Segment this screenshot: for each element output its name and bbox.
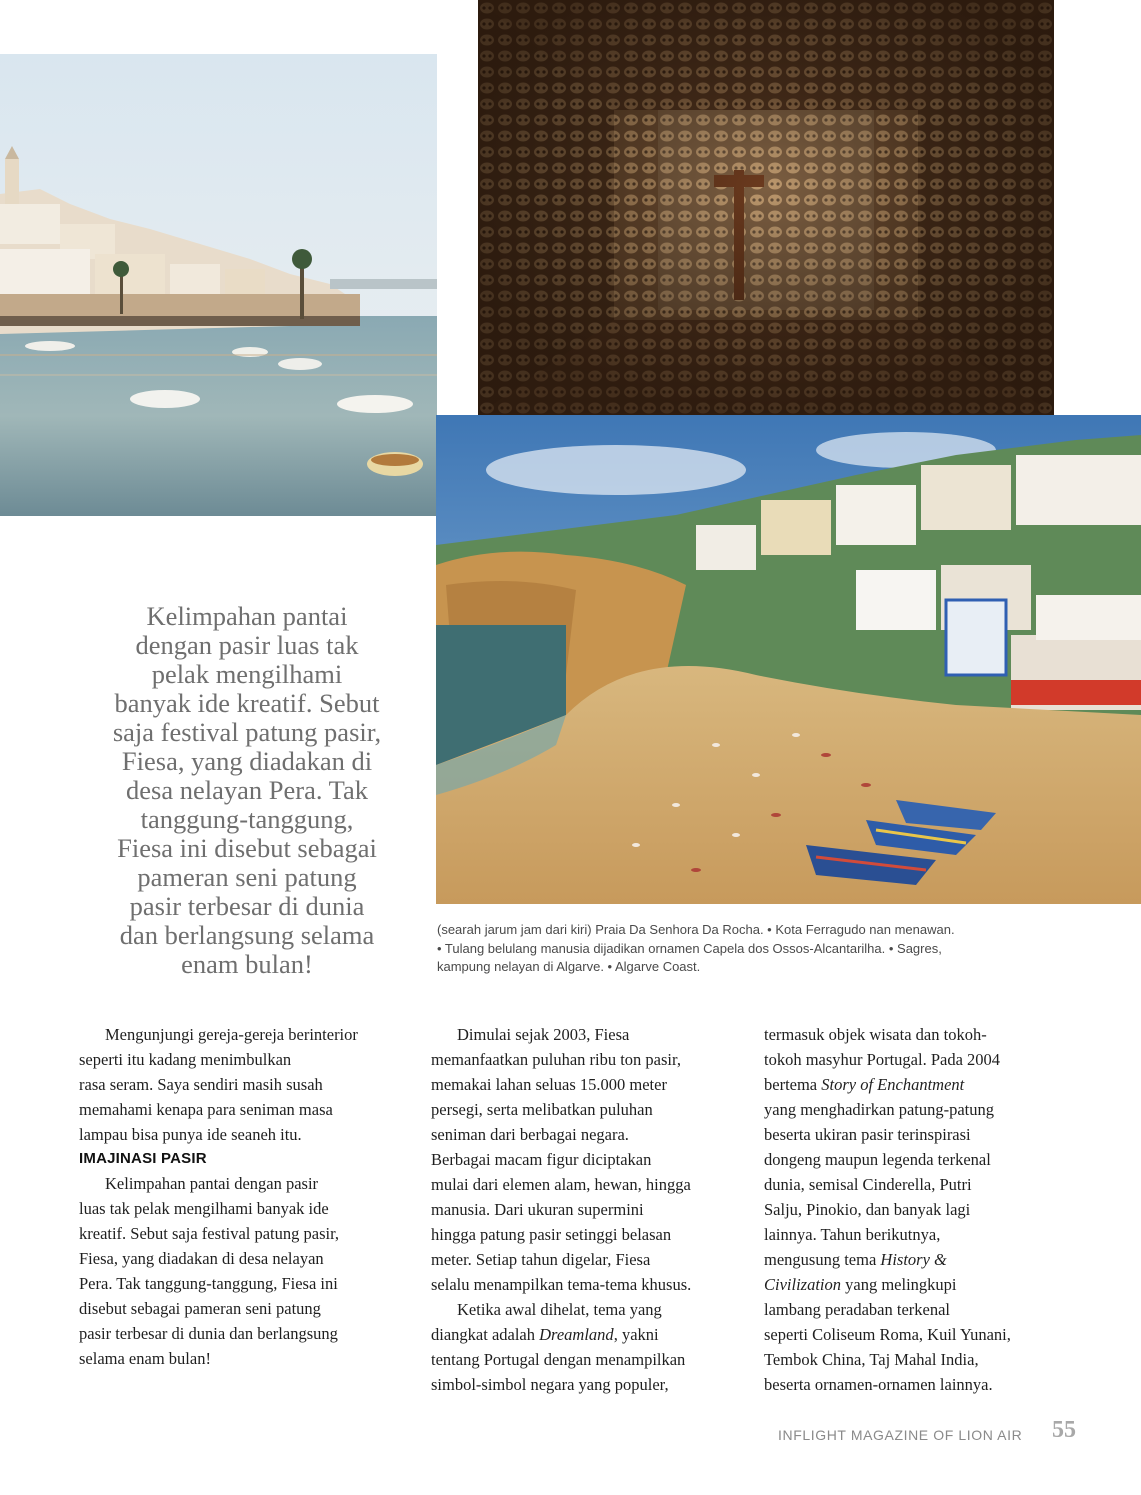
body-text: , yakni — [613, 1325, 659, 1344]
pull-quote-line: pelak mengilhami — [151, 659, 343, 689]
body-line — [431, 1322, 743, 1347]
body-line: Dimulai sejak 2003, Fiesa — [457, 1025, 630, 1044]
body-line: Berbagai macam figur diciptakan — [431, 1150, 652, 1169]
theme-title: Story of Enchantment — [821, 1075, 965, 1094]
body-line: seperti itu kadang menimbulkan — [79, 1050, 292, 1069]
body-line: beserta ornamen-ornamen lainnya. — [764, 1375, 993, 1394]
body-line: dongeng maupun legenda terkenal — [764, 1150, 991, 1169]
caption-line: • Tulang belulang manusia dijadikan ornamen Capela dos Ossos-Alcantarilha. • Sagres, — [437, 940, 942, 956]
body-line: pasir terbesar di dunia dan berlangsung — [79, 1324, 338, 1343]
body-line: lampau bisa punya ide seaneh itu. — [79, 1125, 302, 1144]
body-line: Fiesa, yang diadakan di desa nelayan — [79, 1249, 324, 1268]
body-line: manusia. Dari ukuran supermini — [431, 1200, 644, 1219]
pull-quote-line: Kelimpahan pantai — [146, 601, 348, 631]
photo-caption — [437, 921, 1057, 977]
body-line: tentang Portugal dengan menampilkan — [431, 1350, 686, 1369]
body-line: seniman dari berbagai negara. — [431, 1125, 629, 1144]
body-line: luas tak pelak mengilhami banyak ide — [79, 1199, 329, 1218]
body-text: diangkat adalah — [431, 1325, 540, 1344]
body-line: yang menghadirkan patung-patung — [764, 1100, 995, 1119]
body-text: mengusung tema — [764, 1250, 881, 1269]
body-line: dunia, semisal Cinderella, Putri — [764, 1175, 972, 1194]
body-line: disebut sebagai pameran seni patung — [79, 1299, 321, 1318]
pull-quote-line: Fiesa, yang diadakan di — [121, 746, 373, 776]
body-column-2 — [431, 1022, 743, 1397]
pull-quote-line: dengan pasir luas tak — [135, 630, 359, 660]
pull-quote — [92, 602, 402, 979]
body-line: Mengunjungi gereja-gereja berinterior — [105, 1025, 358, 1044]
body-line: persegi, serta melibatkan puluhan — [431, 1100, 653, 1119]
body-line: simbol-simbol negara yang populer, — [431, 1375, 669, 1394]
body-text: bertema — [764, 1075, 822, 1094]
body-line: memahami kenapa para seniman masa — [79, 1100, 333, 1119]
body-line: Tembok China, Taj Mahal India, — [764, 1350, 979, 1369]
pull-quote-line: desa nelayan Pera. Tak — [126, 775, 368, 805]
body-line: tokoh masyhur Portugal. Pada 2004 — [764, 1050, 1001, 1069]
page-number: 55 — [1052, 1417, 1076, 1443]
theme-title: Dreamland — [539, 1325, 614, 1344]
body-line: mulai dari elemen alam, hewan, hingga — [431, 1175, 691, 1194]
pull-quote-line: pasir terbesar di dunia — [129, 891, 365, 921]
body-line: selalu menampilkan tema-tema khusus. — [431, 1275, 692, 1294]
body-line: hingga patung pasir setinggi belasan — [431, 1225, 672, 1244]
body-line: termasuk objek wisata dan tokoh- — [764, 1025, 987, 1044]
body-line: Ketika awal dihelat, tema yang — [457, 1300, 662, 1319]
body-column-1 — [79, 1022, 409, 1371]
pull-quote-line: enam bulan! — [181, 949, 313, 979]
section-subhead: IMAJINASI PASIR — [79, 1150, 207, 1167]
pull-quote-line: saja festival patung pasir, — [112, 717, 382, 747]
pull-quote-line: dan berlangsung selama — [119, 920, 375, 950]
body-line: memakai lahan seluas 15.000 meter — [431, 1075, 667, 1094]
caption-line: kampung nelayan di Algarve. • Algarve Coast. — [437, 959, 701, 974]
caption-line: (searah jarum jam dari kiri) Praia Da Senhora Da Rocha. • Kota Ferragudo nan menawan. — [437, 922, 955, 937]
body-line: selama enam bulan! — [79, 1349, 211, 1368]
body-line: rasa seram. Saya sendiri masih susah — [79, 1075, 323, 1094]
body-line: Pera. Tak tanggung-tanggung, Fiesa ini — [79, 1274, 338, 1293]
pull-quote-line: pameran seni patung — [137, 862, 357, 892]
pull-quote-line: banyak ide kreatif. Sebut — [114, 688, 380, 718]
theme-title: Civilization — [764, 1275, 842, 1294]
body-text: yang melingkupi — [841, 1275, 957, 1294]
body-line: Kelimpahan pantai dengan pasir — [105, 1174, 319, 1193]
body-line — [764, 1247, 1060, 1272]
body-line: Salju, Pinokio, dan banyak lagi — [764, 1200, 971, 1219]
body-line: kreatif. Sebut saja festival patung pasir, — [79, 1224, 340, 1243]
body-line: meter. Setiap tahun digelar, Fiesa — [431, 1250, 651, 1269]
body-line — [764, 1072, 1060, 1097]
pull-quote-line: tanggung-tanggung, — [140, 804, 354, 834]
body-line — [764, 1272, 1060, 1297]
body-line: lambang peradaban terkenal — [764, 1300, 950, 1319]
photo-ferragudo-harbor — [0, 54, 437, 516]
photo-capela-dos-ossos — [478, 0, 1054, 415]
photo-algarve-beach — [436, 415, 1141, 904]
body-line: memanfaatkan puluhan ribu ton pasir, — [431, 1050, 681, 1069]
body-line: lainnya. Tahun berikutnya, — [764, 1225, 941, 1244]
theme-title: History & — [880, 1250, 947, 1269]
body-line: beserta ukiran pasir terinspirasi — [764, 1125, 971, 1144]
body-line: seperti Coliseum Roma, Kuil Yunani, — [764, 1325, 1011, 1344]
pull-quote-line: Fiesa ini disebut sebagai — [117, 833, 377, 863]
magazine-footer-label: INFLIGHT MAGAZINE OF LION AIR — [778, 1427, 1023, 1443]
body-column-3 — [764, 1022, 1060, 1397]
